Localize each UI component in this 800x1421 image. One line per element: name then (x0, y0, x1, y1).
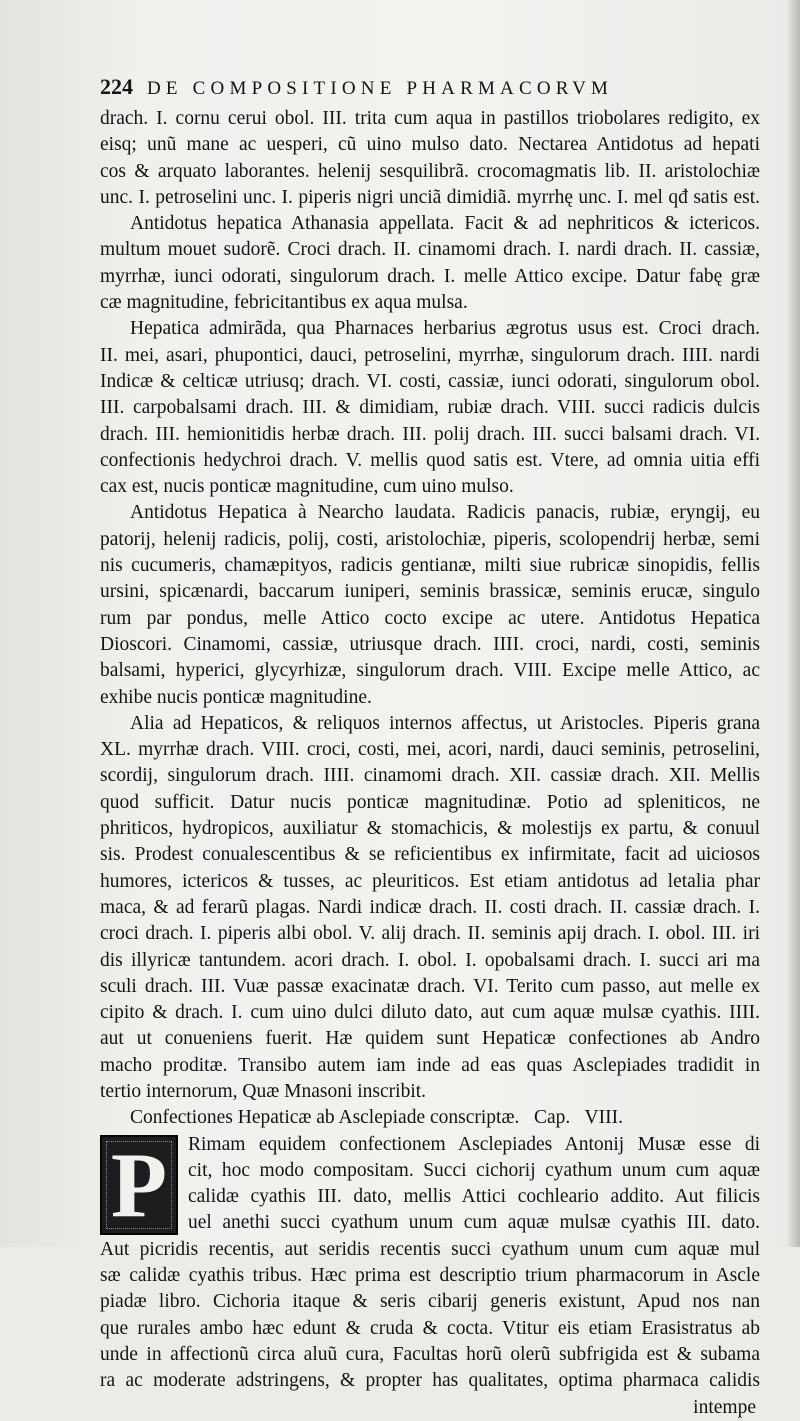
text-line: uel anethi succi cyathum unum cum aquæ mulsæ cyathis III. dato. (188, 1212, 760, 1234)
text-line: piadæ libro. Cichoria itaque & seris cibarij generis existunt, Apud nos nan (100, 1291, 760, 1313)
text-line: unc. I. petroselini unc. I. piperis nigri unciã dimidiã. myrrhę unc. I. mel qđ satis est. (100, 186, 760, 208)
text-line: Alia ad Hepaticos, & reliquos internos affectus, ut Aristocles. Piperis grana (130, 712, 760, 734)
text-line: Dioscori. Cinamomi, cassiæ, utriusque drach. IIII. croci, nardi, costi, seminis (100, 633, 760, 655)
catchword: intempe (693, 1396, 756, 1418)
ornamental-initial-icon (100, 1135, 178, 1235)
text-line: cipito & drach. I. cum uino dulci diluto dato, aut cum aquæ mulsæ cyathis. IIII. (100, 1002, 760, 1024)
text-line: XL. myrrhæ drach. VIII. croci, costi, mei, acori, nardi, dauci seminis, petroselini, (100, 739, 760, 761)
text-line: Rimam equidem confectionem Asclepiades Antonij Musæ esse di (188, 1133, 760, 1155)
text-line: Hepatica admirãda, qua Pharnaces herbarius ægrotus usus est. Croci drach. (130, 318, 760, 340)
text-line: sis. Prodest conualescentibus & se reficientibus ex infirmitate, facit ad uiciosos (100, 844, 760, 866)
body-text (100, 106, 760, 1421)
text-line: ursini, spicænardi, baccarum iuniperi, seminis brassicæ, seminis erucæ, singulo (100, 581, 760, 603)
text-line: croci drach. I. piperis albi obol. V. alij drach. II. seminis apij drach. I. obol. III. iri (100, 923, 760, 945)
text-line: nis cucumeris, chamæpityos, radicis gentianæ, milti siue rubricæ sinopidis, fellis (100, 555, 760, 577)
running-title: DE COMPOSITIONE PHARMACORVM (147, 78, 614, 99)
text-line: tertio internorum, Quæ Mnasoni inscribit. (100, 1080, 427, 1102)
text-line: sæ calidæ cyathis tribus. Hæc prima est descriptio trium pharmacorum in Ascle (100, 1265, 760, 1287)
text-line: aut ut conueniens fuerit. Hæ quidem sunt Hepaticæ confectiones ab Andro (100, 1028, 760, 1050)
text-line: drach. I. cornu cerui obol. III. trita cum aqua in pastillos triobolares redigito, ex (100, 108, 760, 129)
text-line: myrrhæ, iunci odorati, singulorum drach. I. melle Attico excipe. Datur fabę græ (100, 265, 760, 287)
text-line: multum mouet sudorẽ. Croci drach. II. cinamomi drach. I. nardi drach. II. cassiæ, (100, 239, 760, 261)
text-line: sculi drach. III. Vuæ passæ exacinatæ drach. VI. Terito cum passo, aut melle ex (100, 975, 760, 997)
text-line: cax est, nucis ponticæ magnitudine, cum uino mulso. (100, 476, 514, 498)
text-line: drach. III. hemionitidis herbæ drach. III. polij drach. III. succi balsami drach. VI. (100, 423, 760, 445)
text-line: phriticos, hydropicos, auxiliatur & stomachicis, & molestijs ex partu, & conuul (100, 818, 760, 840)
text-line: cit, hoc modo compositam. Succi cichorij cyathum unum cum aquæ (188, 1159, 760, 1181)
page-number: 224 (100, 74, 133, 99)
text-line: quod sufficit. Datur nucis ponticæ magnitudinæ. Potio ad spleniticos, ne (100, 791, 760, 813)
drop-cap-letter: P (110, 1133, 168, 1236)
text-line: Aut picridis recentis, aut seridis recentis succi cyathum unum cum aquæ mul (100, 1238, 760, 1260)
text-line: Antidotus hepatica Athanasia appellata. Facit & ad nephriticos & ictericos. (130, 213, 760, 235)
text-line: eisq; unũ mane ac uesperi, cũ uino mulso dato. Nectarea Antidotus ad hepati (100, 134, 760, 156)
text-line: confectionis hedychroi drach. V. mellis quod satis est. Vtere, ad omnia uitia effi (100, 449, 760, 471)
running-head (100, 74, 760, 104)
page-edge-shadow (786, 0, 800, 1247)
text-line: II. mei, asari, phupontici, dauci, petroselini, myrrhæ, singulorum drach. IIII. nardi (100, 344, 760, 366)
text-line: Indicæ & celticæ utriusq; drach. VI. costi, cassiæ, iunci odorati, singulorum obol. (100, 370, 760, 392)
text-line: Antidotus Hepatica à Nearcho laudata. Radicis panacis, rubiæ, eryngij, eu (130, 502, 760, 524)
text-line: cæ magnitudine, febricitantibus ex aqua mulsa. (100, 292, 468, 314)
text-line: balsami, hyperici, glycyrhizæ, singulorum drach. VIII. Excipe melle Attico, ac (100, 660, 760, 682)
text-line: dis illyricæ tantundem. acori drach. I. obol. I. opobalsami drach. I. succi ari ma (100, 949, 760, 971)
text-line: ra ac moderate adstringens, & propter has qualitates, optima pharmaca calidis (100, 1370, 760, 1392)
text-line: calidæ cyathis III. dato, mellis Attici cochleario addito. Aut filicis (188, 1186, 760, 1208)
chapter-heading: Confectiones Hepaticæ ab Asclepiade conscriptæ. Cap. VIII. (130, 1107, 623, 1129)
text-line: rum par pondus, melle Attico cocto excipe ac utere. Antidotus Hepatica (100, 607, 760, 629)
initial-border (106, 1133, 172, 1236)
text-line: unde in affectionũ circa aluũ cura, Facultas horũ olerũ subfrigida est & subama (100, 1343, 760, 1365)
text-line: patorij, helenij radicis, polij, costi, aristolochiæ, piperis, scolopendrij herbæ, semi (100, 528, 760, 550)
text-line: humores, ictericos & tusses, ac pleuriticos. Est etiam antidotus ad letalia phar (100, 870, 760, 892)
text-line: cos & arquato laborantes. helenij sesquilibrã. crocomagmatis lib. II. aristolochiæ (100, 160, 760, 182)
text-line: que rurales ambo hæc edunt & cruda & cocta. Vtitur eis etiam Erasistratus ab (100, 1317, 760, 1339)
text-line: macho proditæ. Transibo autem iam inde ad eas quas Asclepiades tradidit in (100, 1054, 760, 1076)
chapter-opening (100, 1132, 760, 1237)
text-line: maca, & ad ferarũ plagas. Nardi indicæ drach. II. costi drach. II. cassiæ drach. I. (100, 896, 760, 918)
text-line: exhibe nucis ponticæ magnitudine. (100, 686, 372, 708)
text-line: scordij, singulorum drach. IIII. cinamomi drach. XII. cassiæ drach. XII. Mellis (100, 765, 760, 787)
text-line: III. carpobalsami drach. III. & dimidiam, rubiæ drach. VIII. succi radicis dulcis (100, 397, 760, 419)
